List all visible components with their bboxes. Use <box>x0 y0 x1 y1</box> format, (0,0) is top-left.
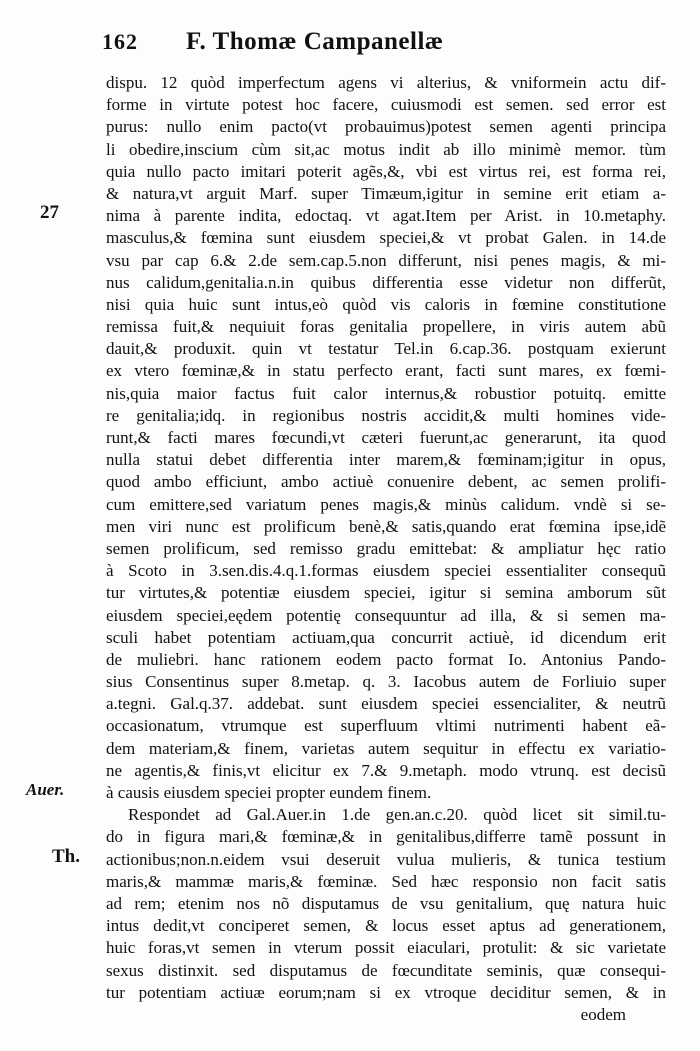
text-line: masculus,& fœmina sunt eiusdem speciei,& vt probat Galen. in 14.de <box>106 228 666 248</box>
text-line: runt,& facti mares fœcundi,vt cæteri fuerunt,ac generarunt, ita quod <box>106 428 666 447</box>
text-line: men viri nunc est prolificum benè,& satis,quando erat fœmina ipse,idẽ <box>106 516 666 536</box>
text-line: nima à parente indita, edoctaq. vt agat.Item per Arist. in 10.metaphy. <box>106 206 666 226</box>
text-line: eiusdem speciei,eędem potentię consequuntur ad illa, & si semen ma- <box>106 605 666 625</box>
text-line: dem materiam,& finem, varietas autem sequitur in effectu ex variatio- <box>106 738 666 758</box>
margin-note-th: Th. <box>52 846 80 867</box>
text-line: remissa fuit,& nequiuit foras genitalia propellere, in viris autem abũ <box>106 317 666 337</box>
text-line: quia nullo pacto imitari poterit agẽs,&, vbi est virtus rei, est forma rei, <box>106 161 666 181</box>
text-line: dispu. 12 quòd imperfectum agens vi alterius, & vniformein actu dif- <box>106 73 666 92</box>
text-line: re genitalia;idq. in regionibus nostris accidit,& multi homines vide- <box>106 405 666 425</box>
margin-number-27: 27 <box>40 202 59 223</box>
text-line: actionibus;non.n.eidem vsui deseruit vulua mulieris, & tunica testium <box>106 849 666 869</box>
page-number: 162 <box>102 29 138 54</box>
catchword: eodem <box>580 1004 626 1024</box>
text-line: dauit,& produxit. quin vt testatur Tel.in 6.cap.36. postquam exierunt <box>106 339 666 359</box>
text-line: à Scoto in 3.sen.dis.4.q.1.formas eiusdem speciei essentialiter consequũ <box>106 561 666 581</box>
text-line: cum emittere,sed variatum penes magis,& minùs calidum. vndè si se- <box>106 494 666 514</box>
text-line: maris,& mammæ maris,& fœminæ. Sed hæc responsio non facit satis <box>106 871 666 891</box>
text-line: quod ambo efficiunt, ambo actiuè conuenire debent, ac semen prolifi- <box>106 472 666 492</box>
paragraph-start-line: Respondet ad Gal.Auer.in 1.de gen.an.c.20. quòd licet sit simil.tu- <box>128 805 666 825</box>
text-line: ne agentis,& finis,vt elicitur ex 7.& 9.metaph. modo vtrunq. est decisũ <box>106 760 666 780</box>
text-line: nus calidum,genitalia.n.in quibus differentia esse videtur non differũt, <box>106 272 666 292</box>
text-line: occasionatum, vtrumque est superfluum vltimi nutrimenti habent eã- <box>106 716 666 736</box>
text-line: sculi habet potentiam actiuam,qua concurrit actiuè, id dicendum erit <box>106 627 666 647</box>
paragraph-end-line: à causis eiusdem speciei propter eundem finem. <box>106 783 432 802</box>
running-head <box>102 28 662 68</box>
text-line: tur virtutes,& potentiæ eiusdem speciei, igitur si semina amborum sũt <box>106 583 666 603</box>
text-line: nisi quia huic sunt intus,eò quòd vis caloris in fœmine constitutione <box>106 294 666 314</box>
running-title: F. Thomæ Campanellæ <box>186 28 444 55</box>
text-line: sius Consentinus super 8.metap. q. 3. Iacobus autem de Forliuio super <box>106 672 666 692</box>
text-line: intus dedit,vt conciperet semen, & locus esset aptus ad generationem, <box>106 916 666 936</box>
text-line: de muliebri. hanc rationem eodem pacto format Io. Antonius Pando- <box>106 649 666 669</box>
text-line: li obedire,inscium cùm sit,ac motus indit ab illo minimè memor. tùm <box>106 139 666 159</box>
text-line: a.tegni. Gal.q.37. addebat. sunt eiusdem speciei essencialiter, & neutrũ <box>106 694 666 714</box>
text-line: tur potentiam actiuæ eorum;nam si ex vtroque deciditur semen, & in <box>106 982 666 1002</box>
text-line: ad rem; etenim nos nõ disputamus de vsu genitalium, quę natura huic <box>106 893 666 913</box>
text-line: ex vtero fœminæ,& in statu perfecto erant, facti sunt mares, ex fœmi- <box>106 361 666 381</box>
text-line: vsu par cap 6.& 2.de sem.cap.5.non differunt, nisi penes magis, & mi- <box>106 250 666 270</box>
body-text <box>106 72 666 1026</box>
margin-note-auer: Auer. <box>26 780 65 799</box>
text-line: & natura,vt arguit Marf. super Timæum,igitur in semine erit etiam a- <box>106 183 666 203</box>
text-line: forme in virtute potest hoc facere, cuiusmodi est semen. sed error est <box>106 95 666 115</box>
text-line: nulla statui debet differentia inter marem,& fœminam;igitur in opus, <box>106 450 666 470</box>
text-line: huic foras,vt semen in vterum possit eiaculari, protulit: & sic varietate <box>106 938 666 958</box>
text-line: purus: nullo enim pacto(vt probauimus)potest semen agenti principa <box>106 117 666 137</box>
text-line: do in figura mari,& fœminæ,& in genitalibus,differre tamẽ possunt in <box>106 827 666 847</box>
text-line: sexus distinxit. sed disputamus de fœcunditate seminis, quæ consequi- <box>106 960 666 980</box>
text-line: nis,quia maior factus fuit calor internus,& robustior potuitq. emitte <box>106 383 666 403</box>
text-line: semen prolificum, sed remisso gradu emittebat: & ampliatur hęc ratio <box>106 538 666 558</box>
